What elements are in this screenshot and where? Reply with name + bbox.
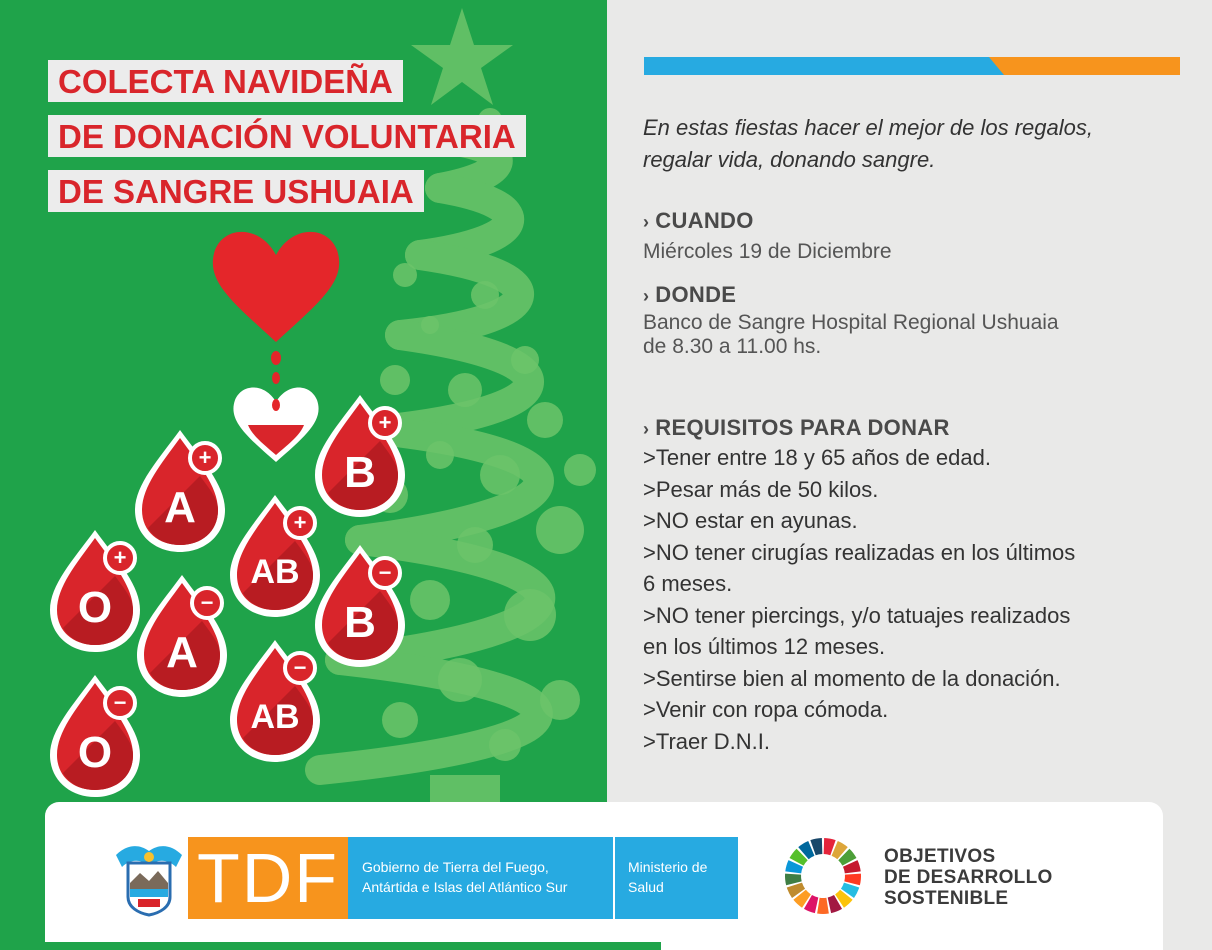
where-heading-label: DONDE <box>655 282 737 307</box>
ministerio-line-1: Ministerio de <box>628 859 708 875</box>
drop-sign: − <box>113 690 127 715</box>
where-line-1: Banco de Sangre Hospital Regional Ushuaia <box>643 311 1059 334</box>
list-item: 6 meses. <box>643 571 733 596</box>
drop-type: B <box>344 448 376 497</box>
drop-sign: − <box>378 560 392 585</box>
chevron-right-icon: › <box>643 286 650 306</box>
blood-drop-icon <box>230 640 320 762</box>
sdg-segment <box>844 874 861 886</box>
sdg-wheel-icon <box>783 836 863 916</box>
footer-green-strip <box>45 942 661 950</box>
requirements-heading <box>643 415 950 441</box>
ministerio-text <box>628 857 707 897</box>
chevron-right-icon: › <box>643 419 650 439</box>
gobierno-line-1: Gobierno de Tierra del Fuego, <box>362 859 549 875</box>
list-item: en los últimos 12 meses. <box>643 634 886 659</box>
requirements-list <box>643 442 1183 757</box>
list-item: >Venir con ropa cómoda. <box>643 697 889 722</box>
drop-type: B <box>344 598 376 647</box>
accent-bar-blue <box>644 57 1004 75</box>
ministerio-line-2: Salud <box>628 879 664 895</box>
drop-sign: − <box>200 590 214 615</box>
blood-drop-icon <box>315 395 405 517</box>
drop-type: A <box>166 628 198 677</box>
title-line-3: DE SANGRE USHUAIA <box>48 170 424 212</box>
blood-drop-icon <box>230 495 320 617</box>
drop-sign: + <box>198 445 212 470</box>
drop-type: AB <box>250 698 300 736</box>
sdg-segment <box>817 898 829 914</box>
blood-drop-icon <box>50 530 140 652</box>
chevron-right-icon: › <box>643 212 650 232</box>
accent-bar-orange <box>989 57 1180 75</box>
intro-line-2: regalar vida, donando sangre. <box>643 147 936 172</box>
when-text: Miércoles 19 de Diciembre <box>643 240 892 263</box>
list-item: >Traer D.N.I. <box>643 728 770 754</box>
tdf-logo: TDF <box>188 837 348 919</box>
drop-sign: + <box>378 410 392 435</box>
gobierno-line-2: Antártida e Islas del Atlántico Sur <box>362 879 568 895</box>
sdg-segment <box>785 874 802 886</box>
blood-drop-icon <box>50 675 140 797</box>
where-line-2: de 8.30 a 11.00 hs. <box>643 335 822 358</box>
title-line-1: COLECTA NAVIDEÑA <box>48 60 403 102</box>
list-item: >Pesar más de 50 kilos. <box>643 476 879 502</box>
requirements-heading-label: REQUISITOS PARA DONAR <box>655 415 950 440</box>
drop-type: O <box>77 728 113 777</box>
blood-drop-icon <box>137 575 227 697</box>
blood-drop-icon <box>315 545 405 667</box>
title-line-2: DE DONACIÓN VOLUNTARIA <box>48 115 526 157</box>
list-item: >NO tener piercings, y/o tatuajes realizados <box>643 602 1071 628</box>
accent-bar <box>644 57 1180 75</box>
ods-line-3: SOSTENIBLE <box>884 888 1009 909</box>
drop-sign: − <box>293 655 307 680</box>
intro-line-1: En estas fiestas hacer el mejor de los regalos, <box>643 115 1094 140</box>
gobierno-logo <box>348 837 738 919</box>
province-shield-icon <box>110 837 188 919</box>
ods-line-2: DE DESARROLLO <box>884 867 1053 888</box>
intro-text <box>643 112 1183 176</box>
list-item: >NO estar en ayunas. <box>643 508 858 533</box>
drop-type: AB <box>250 553 300 591</box>
divider <box>613 837 615 919</box>
ods-line-1: OBJETIVOS <box>884 846 996 867</box>
ods-logo-text <box>884 846 1053 909</box>
where-heading <box>643 282 736 308</box>
when-heading-label: CUANDO <box>655 208 754 233</box>
drop-type: A <box>164 483 196 532</box>
heart-icon <box>213 232 339 342</box>
list-item: >Tener entre 18 y 65 años de edad. <box>643 445 991 470</box>
when-heading <box>643 208 754 234</box>
drop-type: O <box>77 583 113 632</box>
blood-drop-icon <box>135 430 225 552</box>
drop-sign: + <box>113 545 127 570</box>
gobierno-text <box>362 857 567 897</box>
list-item: >NO tener cirugías realizadas en los últimos <box>643 539 1076 565</box>
drop-sign: + <box>293 510 307 535</box>
list-item: >Sentirse bien al momento de la donación. <box>643 665 1061 691</box>
